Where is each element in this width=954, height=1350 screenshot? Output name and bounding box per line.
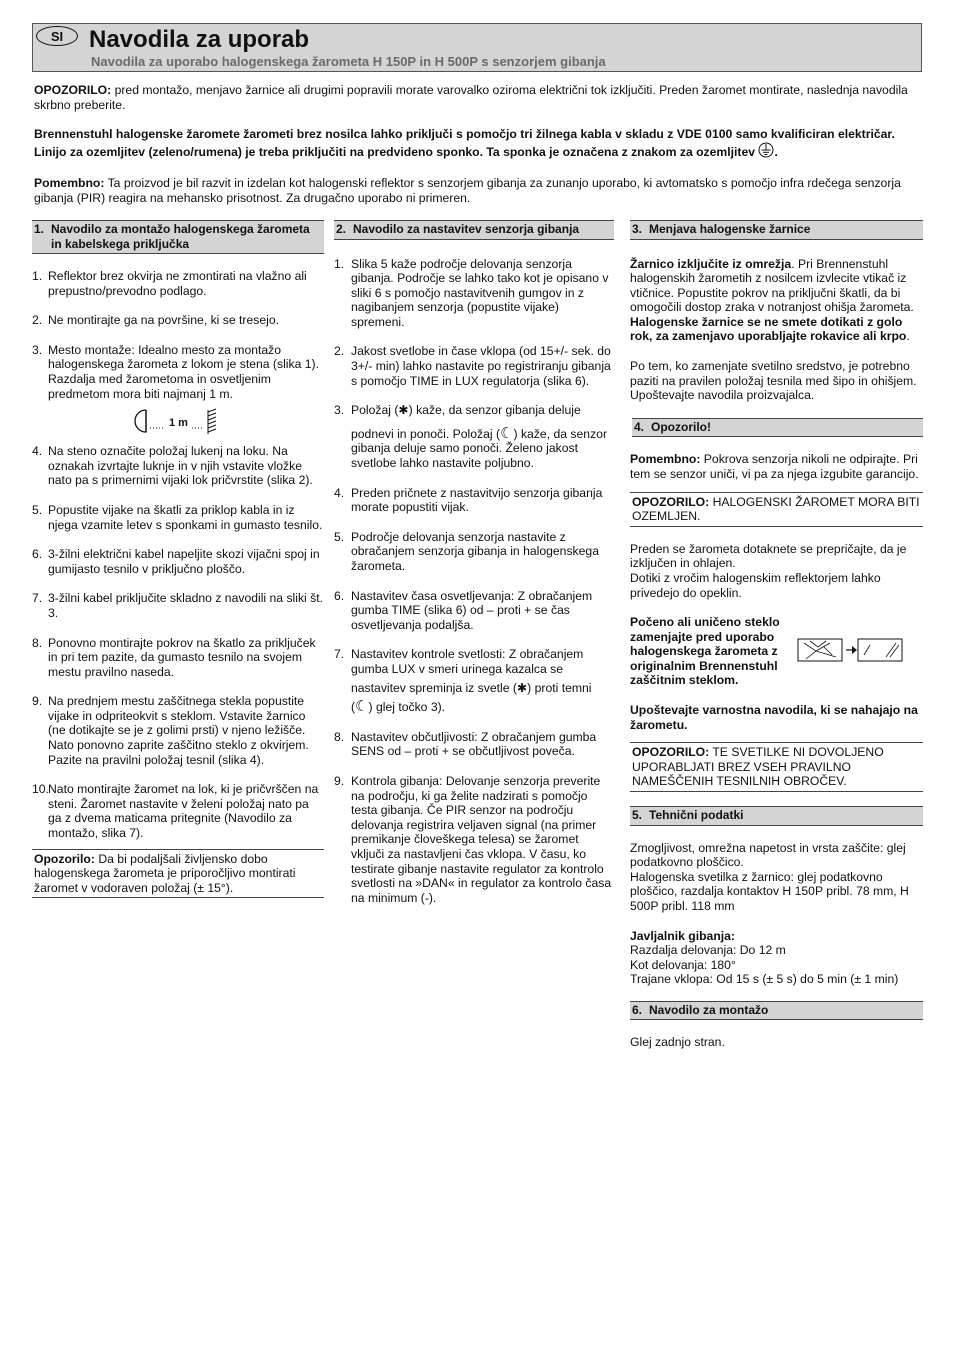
list-item: 1. Reflektor brez okvirja ne zmontirati na vlažno ali prepustno/prevodno podlago.: [32, 269, 307, 298]
list-item: 4. Na steno označite položaj lukenj na loku. Na oznakah izvrtajte luknje in v njih vstavite vložke nato pa s primernimi vijaki lok pričvrstite (slika 2).: [32, 444, 313, 488]
column-1: [32, 220, 324, 898]
column-3: [630, 220, 923, 1050]
glass-replace-text: Počeno ali uničeno steklo zamenjajte pred uporabo halogenskega žarometa z originalnim Brennenstuhl zaščitnim steklom.: [630, 615, 780, 688]
distance-diagram: [32, 404, 324, 440]
page-subtitle: Navodila za uporabo halogenskega žarometa H 150P in H 500P s senzorjem gibanja: [91, 54, 606, 69]
note-text: Da bi podaljšali življensko dobo halogenskega žarometa je priporočljivo montirati žaromet v vodoraven položaj (± 15°).: [34, 851, 296, 895]
list-item: 8. Nastavitev občutljivosti: Z obračanjem gumba SENS od – proti + se občutljivost poveča.: [334, 729, 597, 759]
section-2-heading: 2. Navodilo za nastavitev senzorja gibanja: [334, 220, 614, 240]
motion-label: Javljalnik gibanja:: [630, 928, 735, 943]
list-item: 7. Nastavitev kontrole svetlosti: Z obračanjem gumba LUX v smeri urinega kazalca se nastavitev spreminja iz svetle (✱) proti temni (☾) glej točko 3).: [334, 647, 592, 716]
section-4-para-2: Dotiki z vročim halogenskim reflektorjem lahko privedejo do opeklin.: [630, 570, 881, 600]
section-3-text-2: Po tem, ko zamenjate svetilno sredstvo, je potrebno paziti na pravilen položaj tesnila med šipo in ohišjem. Upoštevajte navodila proizvajalca.: [630, 359, 917, 403]
list-item: 6. Nastavitev časa osvetljevanja: Z obračanjem gumba TIME (slika 6) od – proti + se čas osvetljevanja podaljša.: [334, 588, 593, 632]
glass-replace-icon: [796, 635, 906, 665]
motion-duration: Trajane vklopa: Od 15 s (± 5 s) do 5 min (± 1 min): [630, 972, 899, 987]
section-6-heading: 6. Navodilo za montažo: [630, 1001, 923, 1021]
list-item: 8. Ponovno montirajte pokrov na škatlo za priključek in pri tem pazite, da gumasto tesnilo na svojem mestu pravilno naseda.: [32, 635, 316, 679]
important-label: Pomembno:: [34, 176, 105, 190]
page-title: Navodila za uporab: [89, 26, 310, 53]
section-1-list-cont: [32, 444, 324, 840]
moon-icon: ☾: [500, 424, 514, 442]
install-text: Brennenstuhl halogenske žaromete žarometi brez nosilca lahko priključi s pomočjo tri žilnega kabla v skladu z VDE 0100 samo kvalificiran električar. Linijo za ozemljitev (zeleno/rumena) je treba priključiti na predvideno sponko. Ta sponka je označena z znakom za ozemljitev: [34, 127, 895, 159]
section-4-warning-2: OPOZORILO: TE SVETILKE NI DOVOLJENO UPORABLJATI BREZ VSEH PRAVILNO NAMEŠČENIH TESNILNIH OBROČEV.: [630, 742, 923, 792]
safety-note: Upoštevajte varnostna navodila, ki se nahajajo na žarometu.: [630, 703, 918, 732]
list-item: 3. Položaj (✱) kaže, da senzor gibanja deluje podnevi in ponoči. Položaj (☾) kaže, da senzor gibanja deluje samo ponoči. Želeno jakost svetlobe lahko nastavite poljubno.: [334, 403, 607, 471]
list-item: 2. Jakost svetlobe in čase vklopa (od 15+/- sek. do 3+/- min) lahko nastavite po registriranju gibanja s pomočjo TIME in LUX regulatorja (slika 6).: [334, 344, 611, 388]
list-item: 6. 3-žilni električni kabel napeljite skozi vijačni spoj in gumijasto tesnilo v priključno ploščo.: [32, 547, 320, 576]
list-item: 9. Kontrola gibanja: Delovanje senzorja preverite na področju, ki ga želite nadzirati s pomočjo testa gibanja. Če PIR senzor na področju delovanja registrira veljaven signal (na primer premikanje človeškega telesa) se žaromet vključi za nastavljeni čas vklopa. V času, ko testirate gibanje nastavite regulator za kontrolo svetlosti na »DAN« in regulator za kontrolo časa na minimum (-).: [334, 773, 612, 905]
section-3-heading: 3. Menjava halogenske žarnice: [630, 220, 923, 240]
section-1-note: [32, 849, 324, 899]
moon-icon: ☾: [355, 698, 369, 716]
list-item: 7. 3-žilni kabel priključite skladno z navodili na sliki št. 3.: [32, 591, 324, 620]
intro-important: [34, 176, 914, 205]
section-1-heading: 1. Navodilo za montažo halogenskega žarometa in kabelskega priključka: [32, 220, 324, 254]
glass-replace-block: [630, 615, 923, 688]
section-4-warning: OPOZORILO: HALOGENSKI ŽAROMET MORA BITI OZEMLJEN.: [630, 492, 923, 527]
motion-range: Razdalja delovanja: Do 12 m: [630, 943, 786, 958]
section-4-important: Pomembno: Pokrova senzorja nikoli ne odpirajte. Pri tem se senzor uniči, vi pa za njega izgubite garancijo.: [630, 452, 919, 481]
sun-icon: ✱: [398, 403, 409, 418]
warning-label: OPOZORILO:: [34, 83, 112, 97]
warning-text: pred montažo, menjavo žarnice ali drugimi popravili morate varovalko oziroma električni tok izključiti. Preden žaromet montirate, naslednja navodila skrbno preberite.: [34, 83, 908, 112]
motion-angle: Kot delovanja: 180°: [630, 957, 736, 972]
section-2-list: [334, 257, 614, 906]
important-text: Ta proizvod je bil razvit in izdelan kot halogenski reflektor s senzorjem gibanja za zunanjo uporabo, ki avtomatsko s pomočjo infra rdečega senzorja gibanja (PIR) reagira na mehansko prisotnost. Za drugačno uporabo ni primeren.: [34, 176, 901, 205]
section-5-heading: 5. Tehnični podatki: [630, 806, 923, 826]
language-badge: SI: [36, 26, 78, 46]
list-item: 1. Slika 5 kaže področje delovanja senzorja gibanja. Področje se lahko tako kot je opisano v sliki 6 s pomočjo nastavitvenih gumgov in z nagibanjem senzorja (popustite vijake) spremeni.: [334, 256, 609, 329]
tech-para-1: Zmogljivost, omrežna napetost in vrsta zaščite: glej podatkovno ploščico.: [630, 840, 906, 870]
section-1-list: [32, 269, 324, 401]
list-item: 9. Na prednjem mestu zaščitnega stekla popustite vijake in odpriteokvit s steklom. Vstavite žarnico (ne dotikajte se je z golimi prsti) v njeno ležišče. Nato ponovno zaprite zaščitno steklo z okvirjem. Pazite na pravilni položaj tesnil (slika 4).: [32, 694, 309, 767]
section-3-text: Žarnico izključite iz omrežja. Pri Brennenstuhl halogenskih žarometih z nosilcem izvlecite vtikač iz vtičnice. Popustite pokrov na priključni škatli, da bi omogočili dostop zraka v notranjost ohišja žarometa. Halogenske žarnice se ne smete dotikati z golo rok, za zamenjavo uporabljajte rokavice ali krpo.: [630, 256, 914, 344]
ground-symbol-icon: [758, 142, 774, 158]
tech-para-2: Halogenska svetilka z žarnico: glej podatkovno ploščico, razdalja kontaktov H 150P pribl. 78 mm, H 500P pribl. 118 mm: [630, 869, 909, 913]
section-6-text: Glej zadnjo stran.: [630, 1035, 725, 1050]
list-item: 10. Nato montirajte žaromet na lok, ki je pričvrščen na steni. Žaromet nastavite v želeni položaj nato pa ga z dvema maticama pritegnite (Navodilo za montažo, slika 7).: [32, 782, 319, 841]
note-label: Opozorilo:: [34, 851, 95, 866]
list-item: 4. Preden pričnete z nastavitvijo senzorja gibanja morate popustiti vijak.: [334, 485, 603, 515]
column-2: [334, 220, 614, 905]
section-4-para-1: Preden se žarometa dotaknete se prepričajte, da je izključen in ohlajen.: [630, 541, 907, 571]
section-4-heading: 4. Opozorilo!: [632, 418, 923, 438]
distance-label: 1 m: [169, 417, 188, 430]
list-item: 5. Popustite vijake na škatli za priklop kabla in iz njega vzamite letev s sponkami in gumasto tesnilo.: [32, 502, 323, 532]
list-item: 3. Mesto montaže: Idealno mesto za montažo halogenskega žarometa z lokom je stena (slika 1). Razdalja med žarometoma in osvetljenim predmetom mora biti najmanj 1 m.: [32, 342, 319, 401]
list-item: 5. Področje delovanja senzorja nastavite z obračanjem senzorja gibanja in halogenskega žarometa.: [334, 529, 599, 573]
intro-install: Brennenstuhl halogenske žaromete žarometi brez nosilca lahko priključi s pomočjo tri žilnega kabla v skladu z VDE 0100 samo kvalificiran električar. Linijo za ozemljitev (zeleno/rumena) je treba priključiti na predvideno sponko. Ta sponka je označena z znakom za ozemljitev .: [34, 127, 895, 159]
list-item: 2. Ne montirajte ga na površine, ki se tresejo.: [32, 313, 279, 328]
header-bar: [32, 23, 922, 72]
intro-warning: [34, 83, 914, 112]
sun-icon: ✱: [516, 680, 528, 695]
